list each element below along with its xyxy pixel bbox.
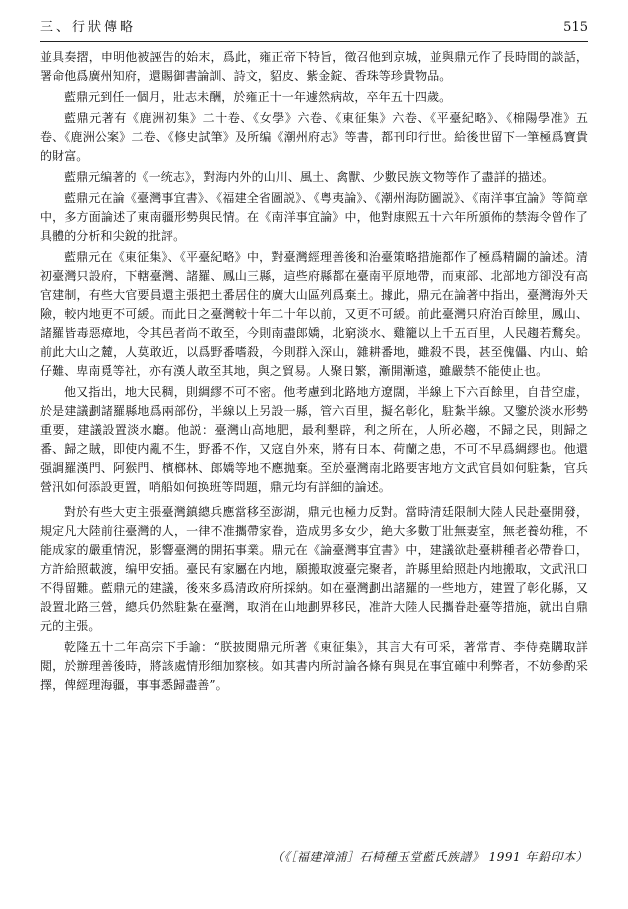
paragraph-9: 乾隆五十二年高宗下手諭：“朕披閱鼎元所著《東征集》，其言大有可采，著常青、李侍堯購取詳閲，於辦理善後時，將該處情形细加察核。如其書内所討論各條有與見在事宜確中利弊者，不妨參酌采擇，俾經理海疆，事事悉歸盡善”。: [40, 640, 588, 692]
paragraph-2: 藍鼎元到任一個月，壯志未酬，於雍正十一年遽然病故，卒年五十四歲。: [64, 90, 452, 104]
paragraph-4: 藍鼎元编著的《一统志》，對海内外的山川、風土、禽獸、少數民族文物等作了盡詳的描述。: [64, 170, 555, 184]
body-text: [40, 48, 588, 697]
paragraph-7: 他又指出，地大民稠，則綢繆不可不密。他考慮到北路地方遼闊，半線上下六百餘里，自昔空虚，於是建議劃諸羅縣地爲兩部份，半線以上另設一縣，管六百里，擬名彰化，駐紮半線。又鑒於淡水形勢重要，建議設置淡水廳。他説：臺灣山高地肥，最利墾辟，利之所在，人所必趨，不歸之民，則歸之番、歸之賊，即使内亂不生，野番不作，又寇自外來，將有日本、荷蘭之患，不可不早爲綢繆也。他還强調羅漢門、阿猴門、檳榔林、郎嬌等地不應拋棄。至於臺灣南北路要害地方文武官員如何駐紮，官兵營汛如何添設更置，哨船如何换班等問題，鼎元均有詳細的論述。: [40, 385, 588, 494]
source-citation: （《［福建漳浦］石椅種玉堂藍氏族譜》 1991 年鉛印本）: [271, 850, 588, 864]
running-head: [40, 18, 588, 38]
page-number: 515: [563, 20, 588, 35]
section-title: 三、行狀傳略: [40, 20, 137, 35]
paragraph-3: 藍鼎元著有《鹿洲初集》二十卷、《女學》六卷、《東征集》六卷、《平臺紀略》、《棉陽學准》五卷、《鹿洲公案》二卷、《修史試筆》及所编《潮州府志》等書，都刊印行世。給後世留下一筆極爲寶貴的財富。: [40, 111, 588, 163]
paragraph-1: 並具奏摺，申明他被誣告的始末，爲此，雍正帝下特旨，徵召他到京城，並與鼎元作了長時間的談話，署命他爲廣州知府，還賜御書論訓、詩文，貂皮、紫金錠、香珠等珍貴物品。: [40, 50, 588, 83]
paragraph-5: 藍鼎元在論《臺灣事宜書》、《福建全省圖説》、《粤夷論》、《潮州海防圖説》、《南洋事宜論》等简章中，多方面論述了東南疆形勢與民情。在《南洋事宜論》中，他對康熙五十六年所頒佈的禁海令曾作了具體的分析和尖銳的批評。: [40, 191, 588, 243]
header-rule: [40, 41, 588, 42]
paragraph-8: 對於有些大吏主張臺灣鎮總兵應當移至澎湖，鼎元也極力反對。當時清廷限制大陸人民赴臺開發，規定凡大陸前往臺灣的人，一律不准攜帶家眷，造成男多女少，絶大多數丁壯無妻室，無老養幼稚，不能成家的嚴重情況，影響臺灣的開拓事業。鼎元在《論臺灣事宜書》中，建議欲赴臺耕種者必帶眷口，方許給照載渡，编甲安插。臺民有家屬在内地，願搬取渡臺完聚者，許縣里給照赴内地搬取，文武汛口不得留難。藍鼎元的建議，後來多爲清政府所採納。如在臺灣劃出諸羅的一些地方，建置了彰化縣，又設置北路三營，總兵仍然駐紮在臺灣，取消在山地劃界移民，准許大陸人民攜眷赴臺等措施，就出自鼎元的主張。: [40, 505, 588, 633]
paragraph-6: 藍鼎元在《東征集》、《平臺紀略》中，對臺灣經理善後和治臺策略措施都作了極爲精闢的論述。清初臺灣只設府，下轄臺灣、諸羅、鳳山三縣，這些府縣都在臺南平原地帶，而東部、北部地方卻没有高官建制，有些大官要員還主張把土番居住的廣大山區列爲棄土。據此，鼎元在論著中指出，臺灣海外天險，較内地更不可緩。而此日之臺灣較十年二十年以前，又更不可緩。前此臺灣只府治百餘里，鳳山、諸羅皆毒惡瘴地，令其邑者尚不敢至，今則南盡郎嬌，北窮淡水、雞籠以上千五百里，人民趨若鶩矣。前此大山之麓，人莫敢近，以爲野番嗜殺，今則群入深山，雜耕番地，雖殺不畏，甚至傀儡、内山、蛤仔難、卑南覓等社，亦有漢人敢至其地，與之貿易。人聚日繁，漸開漸遠，雖嚴禁不能使止也。: [40, 250, 588, 378]
